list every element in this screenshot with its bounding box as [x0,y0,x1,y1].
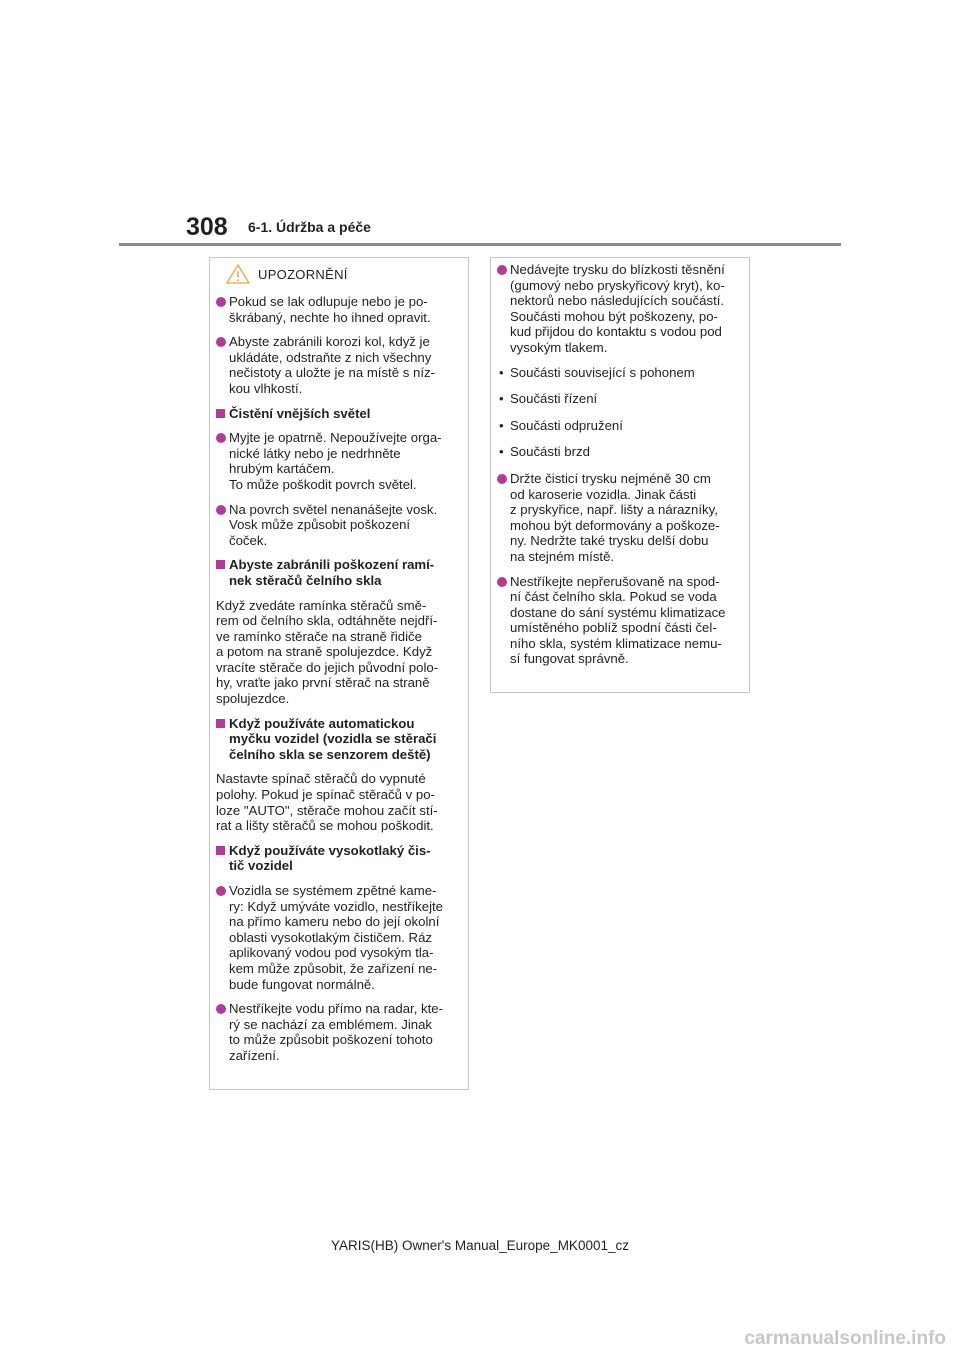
text-line: zařízení. [229,1047,280,1063]
text-line: Když zvedáte ramínka stěračů smě- [216,597,427,613]
section-title: 6-1. Údržba a péče [248,219,371,235]
text-line: ny. Nedržte také trysku delší dobu [510,533,709,549]
text-line: Držte čisticí trysku nejméně 30 cm [510,470,711,486]
warning-box-right [490,257,750,693]
list-item [216,294,462,325]
section-heading [216,557,462,588]
text-line: čelního skla se senzorem deště) [229,746,431,762]
list-item [216,430,462,492]
text-line: rem od čelního skla, odtáhněte nejdří- [216,613,438,629]
text-line: Když používáte vysokotlaký čis- [229,842,431,858]
text-line: ní část čelního skla. Pokud se voda [510,589,717,605]
text-line: polohy. Pokud je spínač stěračů v po- [216,787,435,803]
text-line: od karoserie vozidla. Jinak části [510,486,697,502]
text-line: • Součásti související s pohonem [510,364,695,380]
text-line: spolujezdce. [216,691,290,707]
text-line: oblasti vysokotlakým čističem. Ráz [229,929,432,945]
list-item [216,883,462,992]
left-column-content [216,294,462,1073]
list-item [216,334,462,396]
text-line: nečistoty a uložte je na místě s níz- [229,365,435,381]
list-item [497,444,743,460]
list-item [497,365,743,381]
text-line: Abyste zabránili korozi kol, když je [229,334,430,350]
text-line: ního skla, systém klimatizace nemu- [510,635,722,651]
text-line: nické látky nebo je nedrhněte [229,445,401,461]
warning-header [210,258,468,290]
text-line: Nestříkejte nepřerušovaně na spod- [510,573,720,589]
text-line: ry: Když umýváte vozidlo, nestříkejte [229,898,444,914]
text-line: škrábaný, nechte ho ihned opravit. [229,309,431,325]
footer-text: YARIS(HB) Owner's Manual_Europe_MK0001_cz [331,1238,629,1253]
section-heading [216,406,462,422]
header-rule [119,243,841,246]
text-line: Když používáte automatickou [229,715,415,731]
warning-box-left [209,257,469,1090]
text-line: kud přijdou do kontaktu s vodou pod [510,324,722,340]
text-line: umístěného poblíž spodní části čel- [510,620,717,636]
text-line: • Součásti odpružení [510,417,623,433]
text-line: bude fungovat normálně. [229,976,375,992]
section-heading [216,716,462,763]
paragraph [216,598,462,707]
text-line: • Součásti řízení [510,391,598,407]
text-line: na stejném místě. [510,548,615,564]
text-line: rat a lišty stěračů se mohou poškodit. [216,818,434,834]
text-line: rý se nachází za emblémem. Jinak [229,1016,433,1032]
text-line: tič vozidel [229,858,293,874]
list-item [497,391,743,407]
text-line: Čistění vnějších světel [229,405,371,421]
text-line: Součásti mohou být poškozeny, po- [510,308,718,324]
text-line: Vosk může způsobit poškození [229,517,411,533]
text-line: nektorů nebo následujících součástí. [510,293,725,309]
text-line: Pokud se lak odlupuje nebo je po- [229,294,428,309]
text-line: ukládáte, odstraňte z nich všechny [229,349,432,365]
list-item [216,502,462,549]
text-line: dostane do sání systému klimatizace [510,604,726,620]
paragraph [216,771,462,833]
text-line: Myjte je opatrně. Nepoužívejte orga- [229,430,442,446]
text-line: myčku vozidel (vozidla se stěrači [229,731,437,747]
list-item [497,262,743,356]
text-line: Nastavte spínač stěračů do vypnuté [216,771,426,787]
watermark-logo: carmanualsonline.info [744,1328,946,1349]
list-item [497,574,743,668]
text-line: hy, vraťte jako první stěrač na straně [216,675,430,691]
section-heading [216,843,462,874]
text-line: Nestříkejte vodu přímo na radar, kte- [229,1001,444,1017]
warning-triangle-icon [226,264,250,284]
text-line: hrubým kartáčem. [229,461,335,477]
list-item [216,1001,462,1063]
text-line: a potom na straně spolujezdce. Když [216,644,433,660]
text-line: To může poškodit povrch světel. [229,476,417,492]
text-line: na přímo kameru nebo do její okolní [229,914,440,930]
right-column-content [497,262,743,676]
page-number: 308 [186,213,228,241]
text-line: Abyste zabránili poškození ramí- [229,557,435,573]
text-line: (gumový nebo pryskyřicový kryt), ko- [510,277,725,293]
text-line: vysokým tlakem. [510,339,608,355]
warning-label: UPOZORNĚNÍ [258,267,348,282]
text-line: kou vlhkostí. [229,380,303,396]
text-line: z pryskyřice, např. lišty a nárazníky, [510,502,718,518]
text-line: mohou být deformovány a poškoze- [510,517,720,533]
list-item [497,471,743,565]
list-item [497,418,743,434]
text-line: Na povrch světel nenanášejte vosk. [229,501,438,517]
text-line: čoček. [229,532,268,548]
text-line: vracíte stěrače do jejich původní polo- [216,659,439,675]
text-line: Vozidla se systémem zpětné kame- [229,883,437,898]
text-line: • Součásti brzd [510,444,590,460]
text-line: ve ramínko stěrače na straně řidiče [216,628,422,644]
text-line: nek stěračů čelního skla [229,572,382,588]
text-line: sí fungovat správně. [510,651,629,667]
text-line: to může způsobit poškození tohoto [229,1032,433,1048]
text-line: Nedávejte trysku do blízkosti těsnění [510,262,725,277]
text-line: loze "AUTO", stěrače mohou začít stí- [216,802,438,818]
text-line: kem může způsobit, že zařízení ne- [229,960,438,976]
text-line: aplikovaný vodou pod vysokým tla- [229,945,434,961]
